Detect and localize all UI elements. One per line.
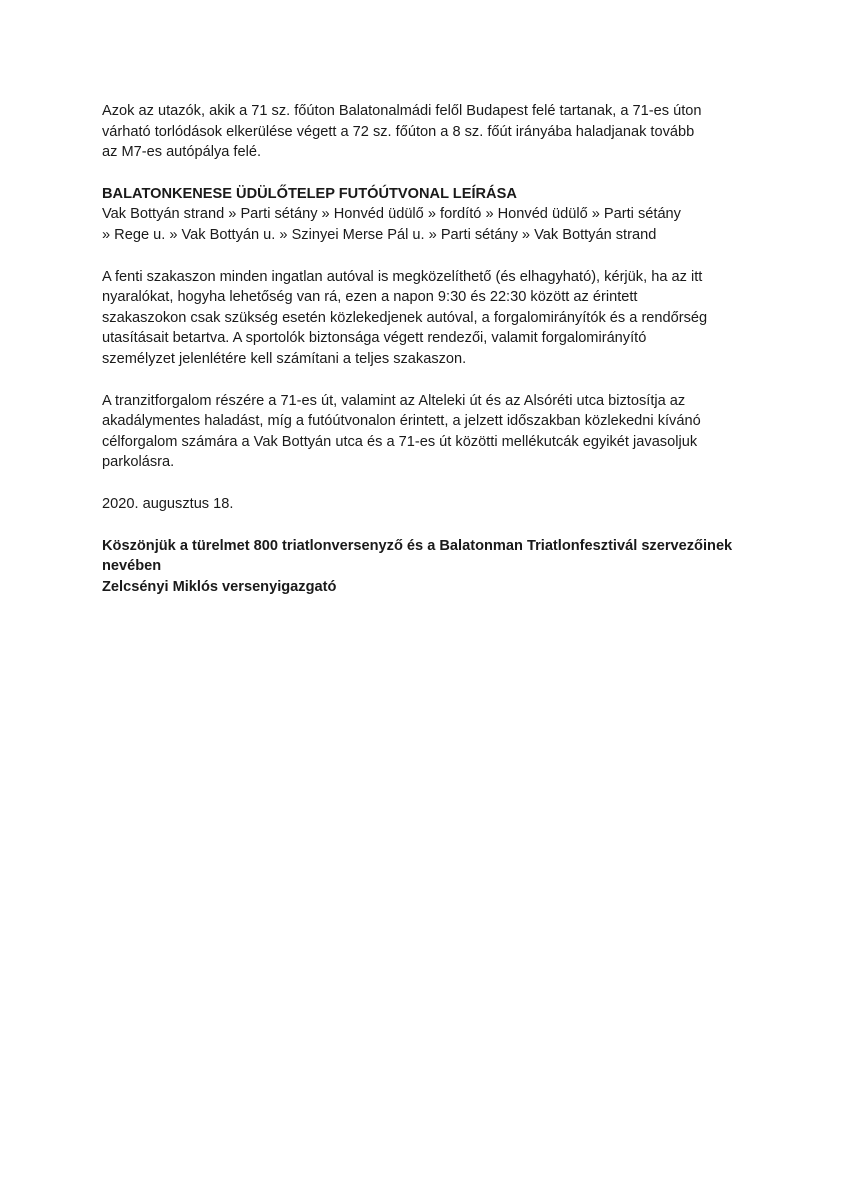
signature-line: Zelcsényi Miklós versenyigazgató — [102, 578, 337, 595]
closing-paragraph — [102, 536, 762, 598]
access-line: szakaszokon csak szükség esetén közlekedjenek autóval, a forgalomirányítók és a rendőrség — [102, 309, 708, 326]
route-line: Vak Bottyán strand » Parti sétány » Honvéd üdülő » fordító » Honvéd üdülő » Parti sétány — [102, 206, 681, 223]
document-date: 2020. augusztus 18. — [102, 495, 234, 512]
closing-line: Köszönjük a türelmet 800 triatlonversenyző és a Balatonman Triatlonfesztivál szervezőinek — [102, 537, 733, 554]
access-line: személyzet jelenlétére kell számítani a teljes szakaszon. — [102, 350, 467, 367]
document-page — [102, 101, 762, 618]
date-paragraph — [102, 494, 762, 515]
intro-line: Azok az utazók, akik a 71 sz. főúton Balatonalmádi felől Budapest felé tartanak, a 71-es úton — [102, 103, 702, 119]
transit-line: akadálymentes haladást, míg a futóútvonalon érintett, a jelzett időszakban közlekedni kívánó — [102, 413, 701, 430]
intro-paragraph — [102, 101, 762, 163]
route-section — [102, 184, 762, 246]
route-line: » Rege u. » Vak Bottyán u. » Szinyei Merse Pál u. » Parti sétány » Vak Bottyán strand — [102, 226, 657, 243]
transit-line: A tranzitforgalom részére a 71-es út, valamint az Alteleki út és az Alsóréti utca biztosítja az — [102, 392, 686, 409]
transit-line: célforgalom számára a Vak Bottyán utca és a 71-es út közötti mellékutcák egyikét javasoljuk — [102, 433, 698, 450]
access-paragraph — [102, 267, 762, 370]
intro-line: az M7-es autópálya felé. — [102, 144, 261, 161]
intro-line: várható torlódások elkerülése végett a 72 sz. főúton a 8 sz. főút irányába haladjanak tovább — [102, 123, 695, 140]
access-line: nyaralókat, hogyha lehetőség van rá, ezen a napon 9:30 és 22:30 között az érintett — [102, 289, 638, 306]
access-line: A fenti szakaszon minden ingatlan autóval is megközelíthető (és elhagyható), kérjük, ha az itt — [102, 268, 703, 285]
access-line: utasításait betartva. A sportolók biztonsága végett rendezői, valamit forgalomirányító — [102, 330, 647, 347]
closing-line: nevében — [102, 558, 162, 575]
route-heading: BALATONKENESE ÜDÜLŐTELEP FUTÓÚTVONAL LEÍRÁSA — [102, 185, 517, 202]
transit-paragraph — [102, 391, 762, 473]
transit-line: parkolásra. — [102, 454, 175, 471]
